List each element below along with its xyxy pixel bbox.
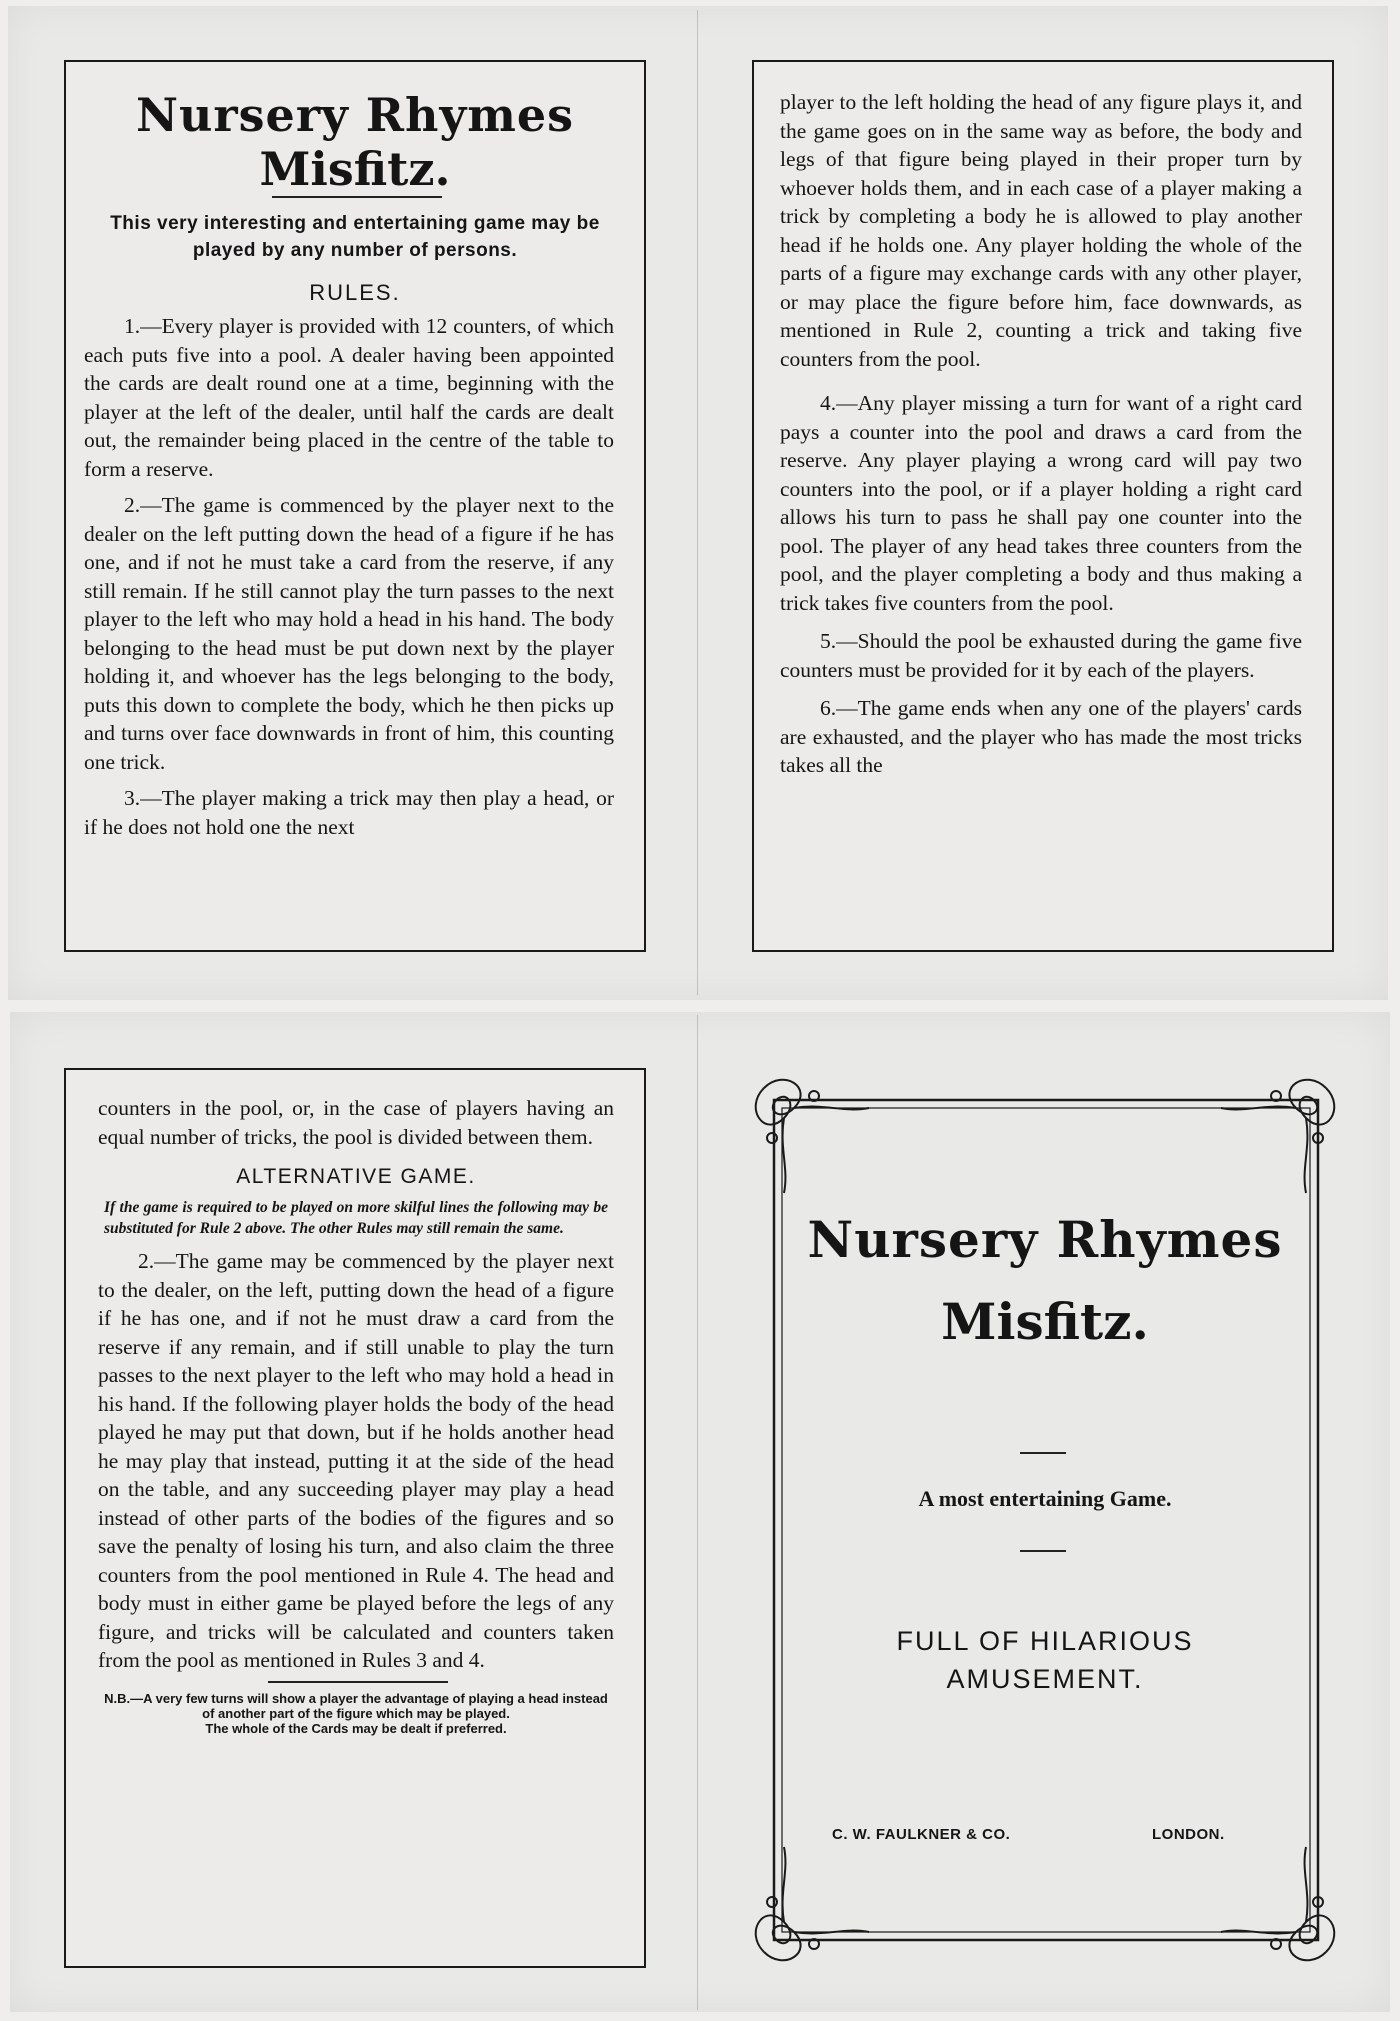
intro-text: This very interesting and entertaining game may be played by any number of persons. xyxy=(110,213,600,261)
cover-city: LONDON. xyxy=(1152,1826,1225,1843)
bottom-fold-line xyxy=(697,1015,698,2010)
alt-rule-2: 2.—The game may be commenced by the player next to the dealer, on the left, putting down the head of a figure if he has one, and if not he must draw a card from the reserve if any remain, and if still unable to play the turn passes to the next player to the left who may hold a head in his hand. If the following player holds the body of the head played he may put that down, but if he holds another head he may play that instead, putting it at the side of the head on the table, and any succeeding player may play a head instead of other parts of the bodies of the figures and so save the penalty of losing his turn, and also claim the three counters from the pool mentioned in Rule 4. The head and body must in either game be played before the legs of any figure, and tricks will be calculated and counters taken from the pool as mentioned in Rules 3 and 4. xyxy=(98,1249,614,1672)
rule-5: 5.—Should the pool be exhausted during the game five counters must be provided for it by each of the players. xyxy=(780,629,1302,682)
flourish-bottom-right-icon xyxy=(1216,1842,1346,1972)
cover-subtitle-line1: FULL OF HILARIOUS xyxy=(896,1626,1194,1656)
rules-heading: RULES. xyxy=(309,280,401,305)
rule-6-cont: counters in the pool, or, in the case of players having an equal number of tricks, the pool is divided between them. xyxy=(98,1096,614,1149)
cover-subtitle-line2: AMUSEMENT. xyxy=(946,1664,1144,1694)
cover-publisher: C. W. FAULKNER & CO. xyxy=(832,1826,1011,1843)
top-fold-line xyxy=(697,10,698,995)
cover-panel xyxy=(740,1060,1350,1980)
nb-divider xyxy=(268,1681,448,1683)
flourish-top-left-icon xyxy=(744,1068,874,1198)
rules-title-line2: Misfitz. xyxy=(259,142,451,196)
cover-title-line1: Nursery Rhymes xyxy=(807,1210,1283,1269)
cover-tagline: A most entertaining Game. xyxy=(918,1486,1172,1511)
flourish-top-right-icon xyxy=(1216,1068,1346,1198)
rule-1: 1.—Every player is provided with 12 counters, of which each puts five into a pool. A dealer having been appointed the cards are dealt round one at a time, beginning with the player at the left of the dealer, until half the cards are dealt out, the remainder being placed in the centre of the table to form a reserve. xyxy=(84,314,614,481)
rule-2: 2.—The game is commenced by the player next to the dealer on the left putting down the head of a figure if he has one, and if not he must take a card from the reserve, if any still remain. If he still cannot play the turn passes to the next player to the left who may hold a head in his hand. The body belonging to the head must be put down next by the player holding it, and whoever has the legs belonging to the body, puts this down to complete the body, which he then picks up and turns over face downwards in front of him, this counting one trick. xyxy=(84,493,614,774)
nb-note-2: The whole of the Cards may be dealt if preferred. xyxy=(205,1720,507,1736)
cover-title-line2: Misfitz. xyxy=(941,1292,1149,1351)
rules-panel-3 xyxy=(64,1068,646,1968)
rules-panel-1 xyxy=(64,60,646,952)
rule-3-start: 3.—The player making a trick may then play a head, or if he does not hold one the next xyxy=(84,786,614,839)
cover-divider-top xyxy=(1020,1452,1066,1454)
rule-4: 4.—Any player missing a turn for want of a right card pays a counter into the pool and draws a card from the reserve. Any player playing a wrong card will pay two counters into the pool, or if a player holding a right card allows his turn to pass he shall pay one counter into the pool. The player of any head takes three counters from the pool, and the player completing a body and thus making a trick takes five counters from the pool. xyxy=(780,391,1302,615)
alt-game-heading: ALTERNATIVE GAME. xyxy=(236,1165,476,1188)
rules-panel-2 xyxy=(752,60,1334,952)
alt-game-note: If the game is required to be played on more skilful lines the following may be substituted for Rule 2 above. The other Rules may still remain the same. xyxy=(104,1199,608,1237)
title-underline xyxy=(272,196,442,198)
cover-divider-bottom xyxy=(1020,1550,1066,1552)
rules-title-line1: Nursery Rhymes xyxy=(135,88,575,142)
rule-6-start: 6.—The game ends when any one of the players' cards are exhausted, and the player who has made the most tricks takes all the xyxy=(780,696,1302,777)
nb-note: N.B.—A very few turns will show a player the advantage of playing a head instead of another part of the figure which may be played. xyxy=(104,1690,608,1721)
flourish-bottom-left-icon xyxy=(744,1842,874,1972)
rule-3-cont: player to the left holding the head of any figure plays it, and the game goes on in the same way as before, the body and legs of that figure being played in their proper turn by whoever holds them, and in each case of a player making a trick by completing a body he is allowed to play another head if he holds one. Any player holding the whole of the parts of a figure may exchange cards with any other player, or may place the figure before him, face downwards, as mentioned in Rule 2, counting a trick and taking five counters from the pool. xyxy=(780,90,1302,371)
